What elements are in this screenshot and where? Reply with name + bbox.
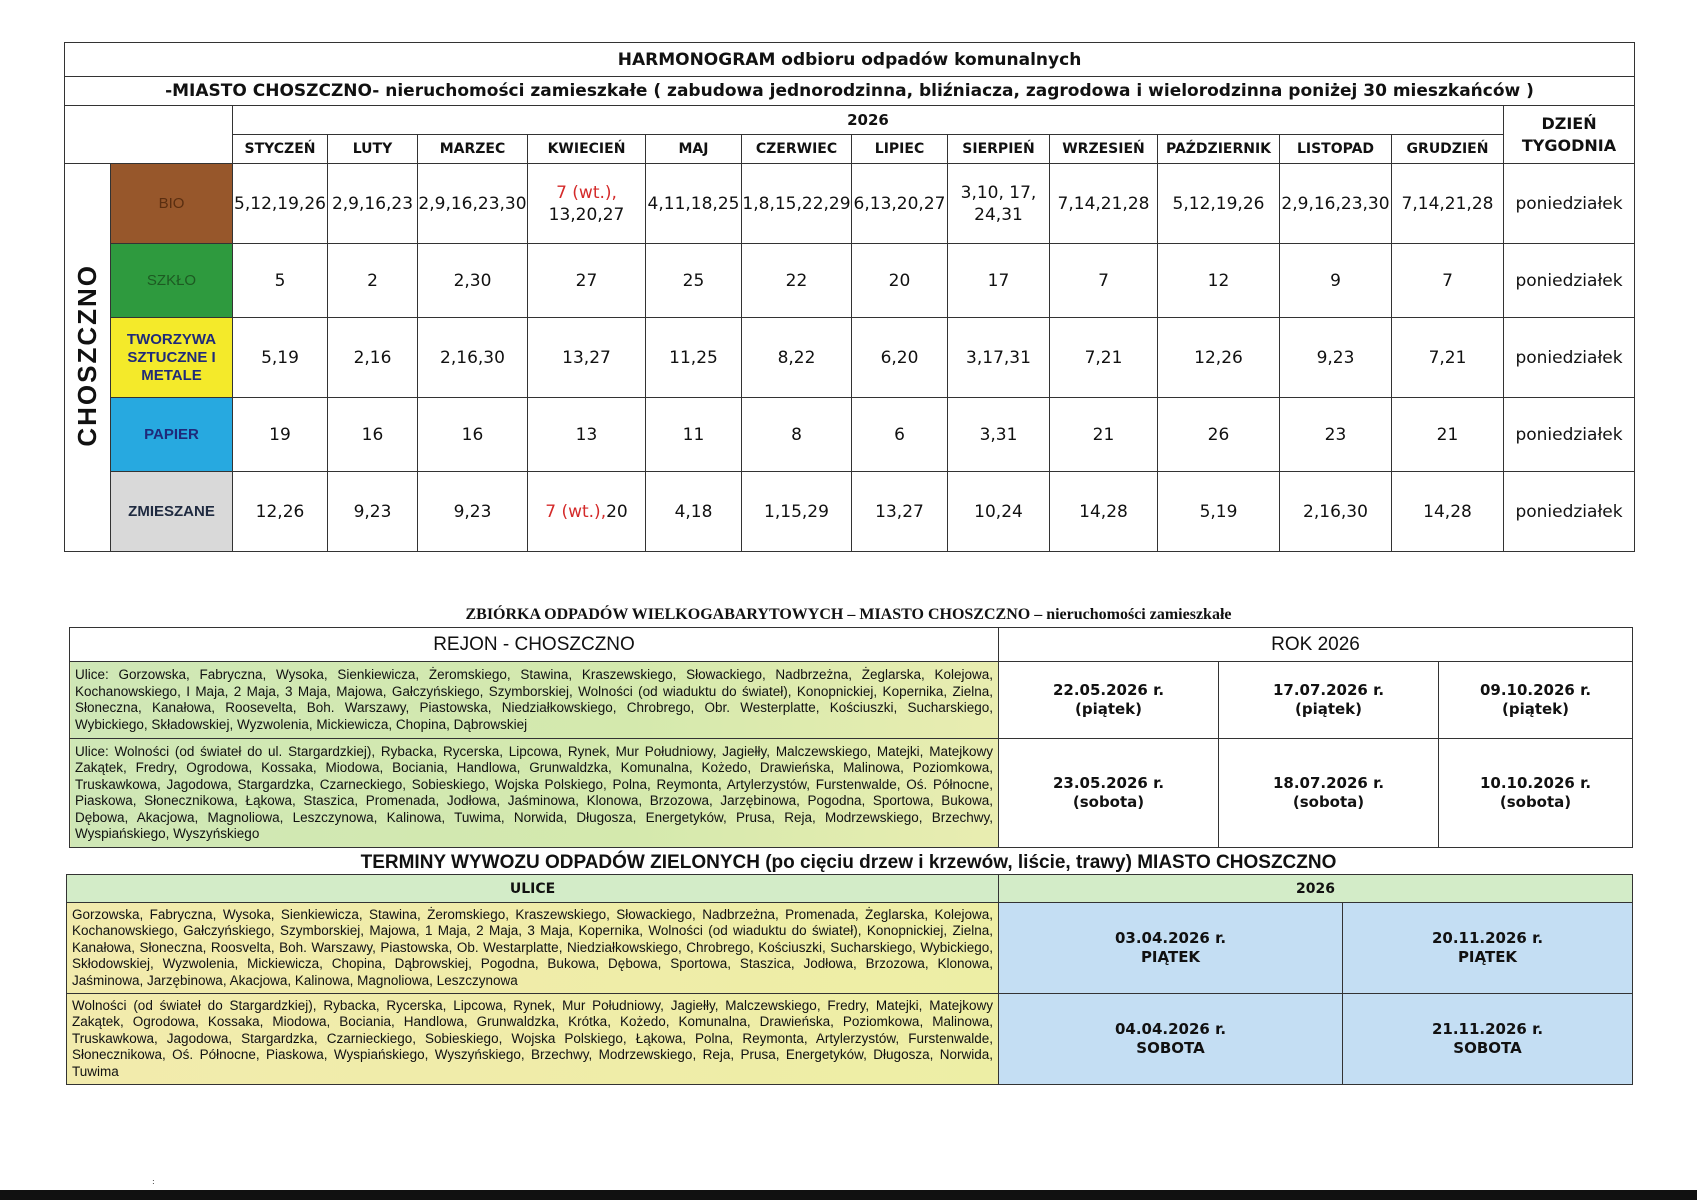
month-header: WRZESIEŃ <box>1050 135 1158 164</box>
pickup-dates: 11 <box>682 424 705 445</box>
pickup-dates: 7,14,21,28 <box>1401 193 1494 214</box>
year-header: 2026 <box>233 106 1504 135</box>
street-list: Gorzowska, Fabryczna, Wysoka, Sienkiewicza, Stawina, Żeromskiego, Kraszewskiego, Słowackiego, Nadbrzeżna, Promenada, Żeglarska, Kolejowa, Kochanowskiego, Gałczyńskiego, Szymborskiej, Majowa, 1 Maja, 2 Maja, 3 Maja, Kopernika, Wolności (od wiaduktu do świateł), Konopnickiej, Zielna, Kanałowa, Słoneczna, Roosvelta, Boh. Warszawy, Piastowska, Ob. Westarplatte, Niedziałkowskiego, Chrobrego, Kościuszki, Sucharskiego, Wybickiego, Skłodowskiej, Wyzwolenia, Mickiewicza, Chopina, Dąbrowskiej, Pogodna, Bukowa, Dębowa, Sportowa, Staszica, Jodłowa, Brzozowa, Klonowa, Jaśminowa, Jarzębinowa, Akacjowa, Kalinowa, Magnoliowa, Leszczynowa <box>67 903 999 994</box>
pickup-dates-cell <box>742 398 852 472</box>
pickup-dates-cell <box>1280 398 1392 472</box>
pickup-dates: 10,24 <box>974 501 1023 522</box>
month-header: STYCZEŃ <box>233 135 328 164</box>
pickup-dates-cell <box>646 318 742 398</box>
pickup-dates: 3,17,31 <box>966 347 1031 368</box>
region-header: REJON - CHOSZCZNO <box>70 628 999 662</box>
corner-cell <box>65 106 233 164</box>
green-waste-title: TERMINY WYWOZU ODPADÓW ZIELONYCH (po cięciu drzew i krzewów, liście, trawy) MIASTO CHOSZCZNO <box>360 852 1337 873</box>
pickup-dates: 5,19 <box>261 347 299 368</box>
pickup-dates: 13 <box>575 424 598 445</box>
pickup-dates-cell <box>1158 244 1280 318</box>
pickup-dates-cell <box>418 398 528 472</box>
pickup-dates: 9 <box>1330 270 1341 291</box>
pickup-dates: 12 <box>1207 270 1230 291</box>
pickup-dates-cell <box>233 164 328 244</box>
pickup-dates: 19 <box>269 424 291 445</box>
collection-date-cell <box>999 994 1343 1085</box>
pickup-dates-cell <box>1392 244 1504 318</box>
pickup-dates: 2,9,16,23 <box>331 193 414 214</box>
pickup-dates-cell <box>948 244 1050 318</box>
pickup-dates: 8 <box>791 424 802 445</box>
pickup-dates-cell <box>852 164 948 244</box>
collection-date: 10.10.2026 r. <box>1479 774 1592 792</box>
pickup-dates-cell <box>1050 244 1158 318</box>
pickup-dates: 5,19 <box>1199 501 1238 522</box>
year-header: 2026 <box>999 875 1633 903</box>
pickup-dates: 5,12,19,26 <box>1172 193 1265 214</box>
pickup-dates-cell <box>1280 244 1392 318</box>
green-waste-row <box>67 903 1633 994</box>
pickup-dates-cell <box>742 318 852 398</box>
collection-date: 17.07.2026 r. <box>1272 681 1385 699</box>
pickup-dates-cell <box>528 472 646 552</box>
pickup-dates: 22 <box>785 270 808 291</box>
pickup-dates: 9,23 <box>1316 347 1355 368</box>
pickup-dates: 11,25 <box>669 347 718 368</box>
collection-weekday: (sobota) <box>1292 793 1365 811</box>
pickup-dates-cell <box>742 244 852 318</box>
bottom-scan-edge <box>0 1190 1697 1200</box>
collection-date-cell <box>999 739 1219 848</box>
pickup-dates-cell <box>1280 164 1392 244</box>
pickup-dates: 4,18 <box>674 501 713 522</box>
pickup-dates-cell <box>948 472 1050 552</box>
pickup-dates-cell <box>418 244 528 318</box>
pickup-dates: 12,26 <box>255 501 305 522</box>
pickup-dates-cell <box>418 164 528 244</box>
collection-date-cell <box>999 903 1343 994</box>
collection-weekday: SOBOTA <box>1136 1039 1205 1057</box>
pickup-dates-cell <box>1158 472 1280 552</box>
pickup-dates-cell <box>528 398 646 472</box>
pickup-dates: 2 <box>367 270 378 291</box>
pickup-dates-cell <box>1392 164 1504 244</box>
collection-date: 20.11.2026 r. <box>1431 929 1544 947</box>
pickup-dates-cell <box>328 472 418 552</box>
collection-date: 23.05.2026 r. <box>1052 774 1165 792</box>
pickup-dates-cell <box>233 398 328 472</box>
pickup-dates-cell <box>948 318 1050 398</box>
pickup-dates-cell <box>1158 398 1280 472</box>
weekday-cell: poniedziałek <box>1504 244 1635 318</box>
month-header: LISTOPAD <box>1280 135 1392 164</box>
collection-weekday: SOBOTA <box>1453 1039 1522 1057</box>
pickup-dates: 16 <box>461 424 484 445</box>
collection-weekday: PIĄTEK <box>1457 948 1518 966</box>
month-header: KWIECIEŃ <box>528 135 646 164</box>
pickup-dates: 7,21 <box>1428 347 1467 368</box>
pickup-dates: 7,21 <box>1084 347 1123 368</box>
pickup-dates: 2,16,30 <box>440 347 505 368</box>
pickup-dates: 2,9,16,23,30 <box>1281 193 1390 214</box>
pickup-dates-cell <box>1392 398 1504 472</box>
pickup-dates-cell <box>646 244 742 318</box>
street-list: Ulice: Gorzowska, Fabryczna, Wysoka, Sienkiewicza, Żeromskiego, Stawina, Kraszewskiego, Słowackiego, Nadbrzeżna, Żeglarska, Kolejowa, Kochanowskiego, I Maja, 2 Maja, 3 Maja, Majowa, Gałczyńskiego, Szymborskiej, Wolności (od wiaduktu do świateł), Konopnickiej, Kopernika, Zielna, Słoneczna, Kanałowa, Roosevelta, Boh. Warszawy, Piastowska, Niedziałkowskiego, Chrobrego, Obr. Westerplatte, Kościuszki, Sucharskiego, Wybickiego, Składowskiej, Wyzwolenia, Mickiewicza, Chopina, Dąbrowskiej <box>70 662 999 739</box>
scan-mark: : <box>152 1177 155 1186</box>
collection-date-cell <box>1219 662 1439 739</box>
pickup-dates: 7 <box>1442 270 1453 291</box>
collection-date: 04.04.2026 r. <box>1114 1020 1227 1038</box>
pickup-dates-cell <box>328 244 418 318</box>
pickup-dates: 17 <box>987 270 1010 291</box>
schedule-row <box>65 472 1635 552</box>
collection-weekday: (sobota) <box>1072 793 1145 811</box>
pickup-dates-cell <box>1050 398 1158 472</box>
pickup-dates-cell <box>418 472 528 552</box>
month-header: LUTY <box>328 135 418 164</box>
pickup-dates-cell <box>528 244 646 318</box>
pickup-dates: 2,9,16,23,30 <box>418 193 527 214</box>
pickup-dates: 25 <box>682 270 705 291</box>
pickup-dates: 16 <box>361 424 384 445</box>
pickup-dates: 14,28 <box>1079 501 1128 522</box>
collection-weekday: (piątek) <box>1501 700 1570 718</box>
pickup-dates-cell <box>742 164 852 244</box>
pickup-dates: 8,22 <box>777 347 816 368</box>
pickup-dates-cell <box>742 472 852 552</box>
pickup-dates-cell <box>1280 318 1392 398</box>
pickup-dates: 13,27 <box>875 501 924 522</box>
year-header: ROK 2026 <box>999 628 1633 662</box>
pickup-dates-cell <box>328 318 418 398</box>
weekday-cell: poniedziałek <box>1504 318 1635 398</box>
pickup-dates-cell <box>418 318 528 398</box>
day-of-week-header: DZIEŃ TYGODNIA <box>1504 106 1635 164</box>
pickup-dates: 2,30 <box>453 270 492 291</box>
waste-category-label: SZKŁO <box>111 244 233 318</box>
month-header: MARZEC <box>418 135 528 164</box>
pickup-dates-cell <box>1392 318 1504 398</box>
month-header: SIERPIEŃ <box>948 135 1050 164</box>
collection-date: 18.07.2026 r. <box>1272 774 1385 792</box>
pickup-dates: 14,28 <box>1423 501 1472 522</box>
pickup-dates-cell <box>1158 164 1280 244</box>
pickup-dates-cell <box>1050 318 1158 398</box>
pickup-dates-cell <box>233 472 328 552</box>
pickup-dates: 20 <box>888 270 911 291</box>
pickup-dates: 7,14,21,28 <box>1057 193 1150 214</box>
collection-weekday: (sobota) <box>1499 793 1572 811</box>
street-list: Wolności (od świateł do Stargardzkiej), Rybacka, Rycerska, Lipcowa, Rynek, Mur Południowy, Jagiełły, Malczewskiego, Fredry, Matejki, Matejkowy Zakątek, Ogrodowa, Kossaka, Miodowa, Bociania, Handlowa, Grunwaldzka, Krótka, Kożedo, Komunalna, Drawieńska, Poziomkowa, Malinowa, Truskawkowa, Jagodowa, Stargardzka, Czarnieckiego, Sobieskiego, Wojska Polskiego, Łąkowa, Polna, Reymonta, Artylerzystów, Furstenwalde, Słonecznikowa, Oś. Północne, Piaskowa, Wyspiańskiego, Wyszyńskiego, Brzechwy, Modrzewskiego, Reja, Prusa, Energetyków, Długosza, Norwida, Tuwima <box>67 994 999 1085</box>
pickup-dates-cell <box>233 244 328 318</box>
bulky-waste-table <box>69 627 1633 848</box>
pickup-dates: 1,15,29 <box>764 501 829 522</box>
pickup-dates: 23 <box>1324 424 1347 445</box>
schedule-subtitle: -MIASTO CHOSZCZNO- nieruchomości zamieszkałe ( zabudowa jednorodzinna, bliźniacza, zagrodowa i wielorodzinna poniżej 30 mieszkańców ) <box>65 77 1635 106</box>
pickup-dates-cell <box>528 318 646 398</box>
collection-date-cell <box>1439 662 1633 739</box>
collection-date-cell <box>1343 994 1633 1085</box>
collection-weekday: (piątek) <box>1074 700 1143 718</box>
waste-category-label: PAPIER <box>111 398 233 472</box>
waste-category-label: TWORZYWA SZTUCZNE I METALE <box>111 318 233 398</box>
schedule-row <box>65 398 1635 472</box>
pickup-dates-cell <box>948 164 1050 244</box>
pickup-dates: 5,12,19,26 <box>234 193 326 214</box>
city-label <box>65 164 111 552</box>
bulky-waste-title: ZBIÓRKA ODPADÓW WIELKOGABARYTOWYCH – MIASTO CHOSZCZNO – nieruchomości zamieszkałe <box>465 606 1232 623</box>
month-header: CZERWIEC <box>742 135 852 164</box>
pickup-dates-cell <box>233 318 328 398</box>
pickup-dates: 3,10, 17, 24,31 <box>960 182 1037 225</box>
schedule-table <box>64 42 1635 552</box>
green-waste-row <box>67 994 1633 1085</box>
pickup-dates-cell <box>948 398 1050 472</box>
pickup-dates: 26 <box>1207 424 1230 445</box>
pickup-dates: 2,16,30 <box>1303 501 1368 522</box>
pickup-dates: 13,27 <box>562 347 611 368</box>
waste-category-label: BIO <box>111 164 233 244</box>
waste-category-label: ZMIESZANE <box>111 472 233 552</box>
pickup-dates: 5 <box>274 270 286 291</box>
pickup-dates-cell <box>646 398 742 472</box>
pickup-dates-cell <box>852 318 948 398</box>
pickup-dates-cell <box>1050 472 1158 552</box>
collection-weekday: PIĄTEK <box>1140 948 1201 966</box>
pickup-dates: 9,23 <box>453 501 492 522</box>
pickup-dates-cell <box>1050 164 1158 244</box>
pickup-dates-cell <box>328 398 418 472</box>
pickup-dates: 3,31 <box>979 424 1018 445</box>
pickup-dates-cell <box>1280 472 1392 552</box>
pickup-dates-cell <box>646 472 742 552</box>
schedule-title: HARMONOGRAM odbioru odpadów komunalnych <box>65 43 1635 77</box>
pickup-dates: 20 <box>606 501 628 522</box>
pickup-dates: 12,26 <box>1194 347 1243 368</box>
collection-date: 22.05.2026 r. <box>1052 681 1165 699</box>
pickup-dates: 21 <box>1436 424 1459 445</box>
pickup-dates: 9,23 <box>353 501 392 522</box>
collection-date-cell <box>1219 739 1439 848</box>
street-list: Ulice: Wolności (od świateł do ul. Stargardzkiej), Rybacka, Rycerska, Lipcowa, Rynek, Mur Południowy, Jagiełły, Malczewskiego, Matejki, Matejkowy Zakątek, Fredry, Ogrodowa, Kossaka, Miodowa, Bociania, Handlowa, Grunwaldzka, Komunalna, Kożedo, Drawieńska, Malinowa, Poziomkowa, Truskawkowa, Jagodowa, Stargardzka, Czarneckiego, Sobieskiego, Wojska Polskiego, Polna, Reymonta, Artylerzystów, Furstenwalde, Oś. Północne, Piaskowa, Słonecznikowa, Łąkowa, Staszica, Promenada, Jodłowa, Jaśminowa, Klonowa, Brzozowa, Jarzębinowa, Pogodna, Sportowa, Bukowa, Dębowa, Akacjowa, Magnoliowa, Leszczynowa, Kalinowa, Tuwima, Norwida, Długosza, Energetyków, Prusa, Reja, Modrzewskiego, Brzechwy, Wyspiańskiego, Wyszyńskiego <box>70 739 999 848</box>
pickup-dates: 27 <box>575 270 598 291</box>
tuesday-exception: 7 (wt.), <box>545 501 607 522</box>
streets-header: ULICE <box>67 875 999 903</box>
weekday-cell: poniedziałek <box>1504 164 1635 244</box>
bulky-waste-row <box>70 739 1633 848</box>
schedule-row <box>65 164 1635 244</box>
month-header: GRUDZIEŃ <box>1392 135 1504 164</box>
schedule-row <box>65 244 1635 318</box>
green-waste-table <box>66 874 1633 1085</box>
pickup-dates-cell <box>852 472 948 552</box>
pickup-dates-cell <box>852 244 948 318</box>
collection-date: 03.04.2026 r. <box>1114 929 1227 947</box>
bulky-waste-row <box>70 662 1633 739</box>
pickup-dates-cell <box>852 398 948 472</box>
pickup-dates: 13,20,27 <box>548 204 625 225</box>
pickup-dates: 4,11,18,25 <box>647 193 740 214</box>
schedule-row <box>65 318 1635 398</box>
pickup-dates: 1,8,15,22,29 <box>742 193 851 214</box>
pickup-dates: 2,16 <box>353 347 392 368</box>
pickup-dates-cell <box>328 164 418 244</box>
weekday-cell: poniedziałek <box>1504 472 1635 552</box>
month-header: LIPIEC <box>852 135 948 164</box>
weekday-cell: poniedziałek <box>1504 398 1635 472</box>
pickup-dates-cell <box>1392 472 1504 552</box>
month-header: MAJ <box>646 135 742 164</box>
city-name: CHOSZCZNO <box>72 264 102 447</box>
pickup-dates: 7 <box>1098 270 1109 291</box>
collection-date-cell <box>1439 739 1633 848</box>
pickup-dates-cell <box>1158 318 1280 398</box>
pickup-dates: 6,20 <box>880 347 919 368</box>
pickup-dates: 6,13,20,27 <box>853 193 946 214</box>
pickup-dates: 6 <box>894 424 905 445</box>
collection-date: 21.11.2026 r. <box>1431 1020 1544 1038</box>
pickup-dates: 21 <box>1092 424 1115 445</box>
collection-date: 09.10.2026 r. <box>1479 681 1592 699</box>
collection-weekday: (piątek) <box>1294 700 1363 718</box>
pickup-dates-cell <box>646 164 742 244</box>
month-header: PAŹDZIERNIK <box>1158 135 1280 164</box>
collection-date-cell <box>1343 903 1633 994</box>
tuesday-exception: 7 (wt.), <box>556 182 617 203</box>
pickup-dates-cell <box>528 164 646 244</box>
collection-date-cell <box>999 662 1219 739</box>
